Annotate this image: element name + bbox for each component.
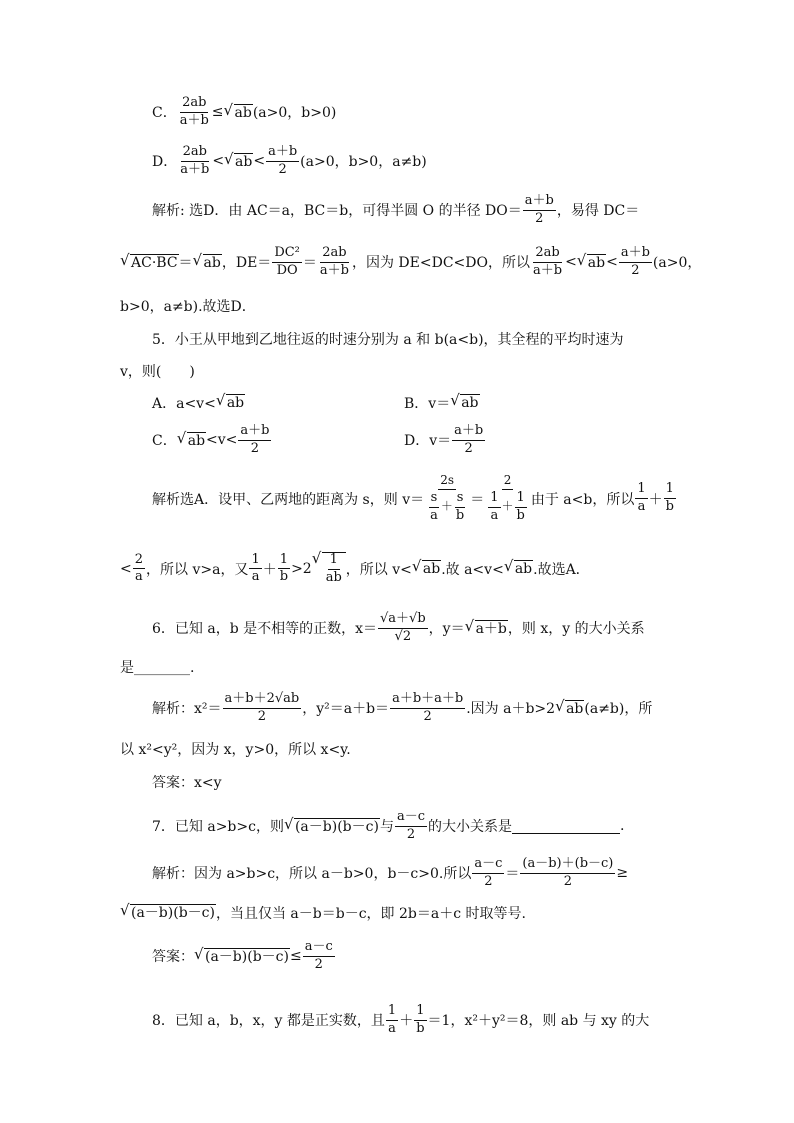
solution-4-line-2: √ AC·BC ＝ √ ab ，DE＝ $\frac{\text{DC²}}{DO}$ ＝ $\frac{2ab}{a+b}$ ，因为 DE<DC<DO，所以 $\frac{2ab}{a+b}$ < √ ab < $\frac{a+b}{2}$ (a>0，: [120, 246, 701, 279]
sqrt: √ ab: [578, 254, 606, 271]
fraction: $\frac{1}{a}$: [251, 551, 260, 585]
question-8: 8．已知 a，b，x，y 都是正实数，且 $\frac{1}{a}$ ＋ $\frac{1}{b}$ ＝1，x²＋y²＝8，则 ab 与 xy 的大: [152, 1003, 650, 1036]
fraction: 2s $\frac{s}{a}$ ＋ $\frac{s}{b}$: [430, 473, 465, 523]
solution-5-line-1: 解析选A．设甲、乙两地的距离为 s，则 v＝ 2s $\frac{s}{a}$ ＋ $\frac{s}{b}$ ＝ 2 $\frac{1}{a}$ ＋ $\frac{1}{b}$ 由于 a<b，所以 $\frac{1}{a}$ ＋ $\frac{1}{b}$: [152, 473, 674, 523]
sqrt: √ ab: [217, 394, 245, 411]
option-5c: C． √ ab <v< $\frac{a+b}{2}$: [152, 424, 272, 457]
fraction: $\frac{(a-b)+(b-c)}{2}$: [522, 856, 614, 889]
sqrt: [313, 552, 346, 586]
fraction: $\frac{a+b}{2}$: [240, 423, 270, 456]
question-5-line-2: v，则( ): [120, 364, 195, 380]
sqrt: √ ab: [194, 254, 222, 271]
sqrt: √ (a－b)(b－c): [285, 818, 380, 835]
sqrt: √ (a－b)(b－c): [121, 904, 216, 921]
solution-7-line-2: √ (a－b)(b－c) ，当且仅当 a－b＝b－c，即 2b＝a＋c 时取等号.: [120, 903, 526, 923]
fraction: $\frac{1}{a}$: [637, 481, 646, 515]
fraction: $\frac{a-c}{2}$: [304, 939, 333, 972]
fraction: $\frac{1}{b}$: [279, 551, 289, 585]
fraction: $\frac{1}{a}$: [490, 489, 499, 523]
fraction: $\frac{a+b}{2}$: [524, 193, 554, 226]
option-5b: B．v＝ √ ab: [404, 393, 480, 413]
fraction: $\frac{a+b+a+b}{2}$: [392, 691, 464, 724]
fraction: $\frac{2ab}{a+b}$: [319, 245, 349, 278]
option-5d: D．v＝ $\frac{a+b}{2}$: [404, 423, 484, 456]
sqrt: √ (a－b)(b－c): [195, 948, 290, 965]
fraction: $\frac{1}{a}$: [387, 1003, 397, 1036]
sqrt: √ ab: [413, 560, 441, 577]
fraction: $\frac{a-c}{2}$: [396, 809, 425, 842]
option-c: C． $\frac{2ab}{a+b}$ ≤ √ ab (a>0，b>0): [152, 96, 336, 129]
sqrt: √ AC·BC: [121, 254, 179, 271]
fraction: $\frac{2ab}{a+b}$: [532, 245, 563, 278]
sqrt: √ ab: [225, 104, 253, 121]
option-d: D． $\frac{2ab}{a+b}$ < √ ab < $\frac{a+b}{2}$ (a>0，b>0，a≠b): [152, 145, 427, 178]
answer-6: 答案：x<y: [152, 775, 222, 791]
fraction: $\frac{1}{b}$: [416, 1003, 425, 1036]
fraction: $\frac{2ab}{a+b}$: [180, 144, 210, 177]
solution-6-line-1: 解析：x²＝ $\frac{a+b+2√ab}{2}$ ，y²＝a＋b＝ $\frac{a+b+a+b}{2}$ .因为 a＋b>2 √ ab (a≠b)，所: [152, 692, 652, 725]
sqrt: √ ab: [556, 700, 584, 717]
sqrt: √ ab: [225, 153, 253, 170]
answer-blank[interactable]: [512, 819, 620, 834]
fraction: $\frac{√a+√b}{√2}$: [380, 611, 426, 644]
fraction: √ $\frac{1}{ab}$: [325, 552, 342, 585]
fraction: $\frac{\text{DC²}}{DO}$: [274, 245, 300, 278]
fraction: $\frac{a+b}{2}$: [268, 144, 298, 177]
fraction: $\frac{a-c}{2}$: [474, 856, 503, 889]
fraction: $\frac{1}{b}$: [665, 481, 674, 515]
question-6-line-1: 6．已知 a，b 是不相等的正数，x＝ $\frac{√a+√b}{√2}$ ，y＝ √ a＋b ，则 x，y 的大小关系: [152, 612, 645, 645]
fraction: $\frac{a+b}{2}$: [454, 423, 484, 456]
solution-4-line-3: b>0，a≠b).故选D．: [120, 299, 256, 315]
solution-6-line-2: 以 x²<y²，因为 x，y>0，所以 x<y.: [120, 742, 351, 758]
question-7: 7．已知 a>b>c，则 √ (a－b)(b－c) 与 $\frac{a-c}{2}$ 的大小关系是 .: [152, 810, 624, 843]
answer-7: 答案： √ (a－b)(b－c) ≤ $\frac{a-c}{2}$: [152, 940, 336, 973]
fraction: $\frac{1}{b}$: [516, 489, 525, 523]
sqrt: √ a＋b: [466, 620, 508, 637]
solution-7-line-1: 解析：因为 a>b>c，所以 a－b>0，b－c>0.所以 $\frac{a-c}{2}$ ＝ $\frac{(a-b)+(b-c)}{2}$ ≥: [152, 856, 629, 889]
option-5a: A．a<v< √ ab: [152, 393, 245, 413]
question-5-line-1: 5．小王从甲地到乙地往返的时速分别为 a 和 b(a<b)，其全程的平均时速为: [152, 332, 624, 348]
sqrt: √ ab: [451, 394, 479, 411]
fraction: $\frac{2ab}{a+b}$: [179, 95, 209, 128]
fraction: $\frac{2}{a}$: [134, 551, 144, 585]
fraction: $\frac{a+b}{2}$: [620, 245, 650, 278]
sqrt: √ ab: [178, 432, 206, 449]
fraction: 2 $\frac{1}{a}$ ＋ $\frac{1}{b}$: [490, 473, 525, 523]
solution-4-line-1: 解析: 选D．由 AC＝a，BC＝b，可得半圆 O 的半径 DO＝ $\frac{a+b}{2}$ ，易得 DC＝: [152, 193, 640, 226]
fraction: $\frac{s}{a}$: [430, 489, 438, 523]
solution-5-line-2: < $\frac{2}{a}$ ，所以 v>a，又 $\frac{1}{a}$ ＋ $\frac{1}{b}$ >2 √ $\frac{1}{ab}$ ，所以 v< √ ab .故 a<v< √ ab .故选A．: [120, 552, 590, 586]
fraction: $\frac{s}{b}$: [455, 489, 465, 523]
fraction: $\frac{a+b+2√ab}{2}$: [224, 691, 300, 724]
question-6-line-2: 是________.: [120, 660, 195, 676]
sqrt: √ ab: [505, 560, 533, 577]
